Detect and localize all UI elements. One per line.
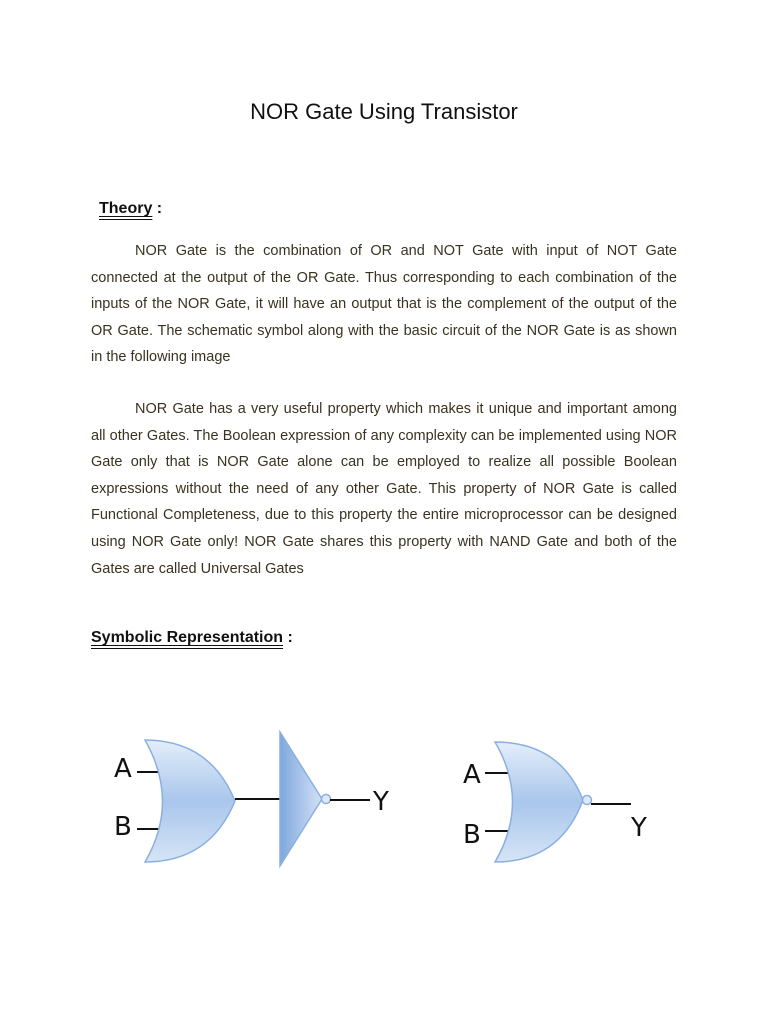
page-title: NOR Gate Using Transistor: [250, 99, 518, 124]
or-not-gate-diagram: [100, 690, 400, 880]
theory-heading-text: Theory: [99, 200, 153, 217]
inverter-bubble: [322, 795, 331, 804]
input-a-label: A: [114, 754, 132, 784]
input-b-label: B: [114, 812, 132, 842]
output-y-label: Y: [631, 813, 647, 843]
nor-gate-shape: [495, 742, 583, 862]
input-a-label: A: [463, 760, 481, 790]
input-b-label: B: [463, 820, 481, 850]
symbolic-heading: [91, 629, 293, 647]
nor-gate-diagram: [455, 690, 655, 880]
theory-paragraph-1: NOR Gate is the combination of OR and NOT Gate with input of NOT Gate connected at the output of the OR Gate. Thus corresponding to each combination of the inputs of the NOR Gate, it will have an output that is the complement of the output of the OR Gate. The schematic symbol along with the basic circuit of the NOR Gate is as shown in the following image: [91, 243, 677, 366]
theory-paragraph-2: NOR Gate has a very useful property which makes it unique and important among all other Gates. The Boolean expression of any complexity can be implemented using NOR Gate only that is NOR Gate alone can be employed to realize all possible Boolean expressions without the need of any other Gate. This property of NOR Gate is called Functional Completeness, due to this property the entire microprocessor can be designed using NOR Gate only! NOR Gate shares this property with NAND Gate and both of the Gates are called Universal Gates: [91, 401, 677, 577]
or-gate-shape: [145, 740, 235, 862]
symbolic-heading-colon: :: [283, 629, 293, 646]
not-gate-shape: [280, 732, 322, 866]
theory-heading: [99, 200, 162, 218]
theory-heading-colon: :: [152, 200, 163, 217]
symbolic-heading-text: Symbolic Representation: [91, 629, 284, 646]
inverter-bubble: [583, 796, 592, 805]
output-y-label: Y: [373, 787, 389, 817]
